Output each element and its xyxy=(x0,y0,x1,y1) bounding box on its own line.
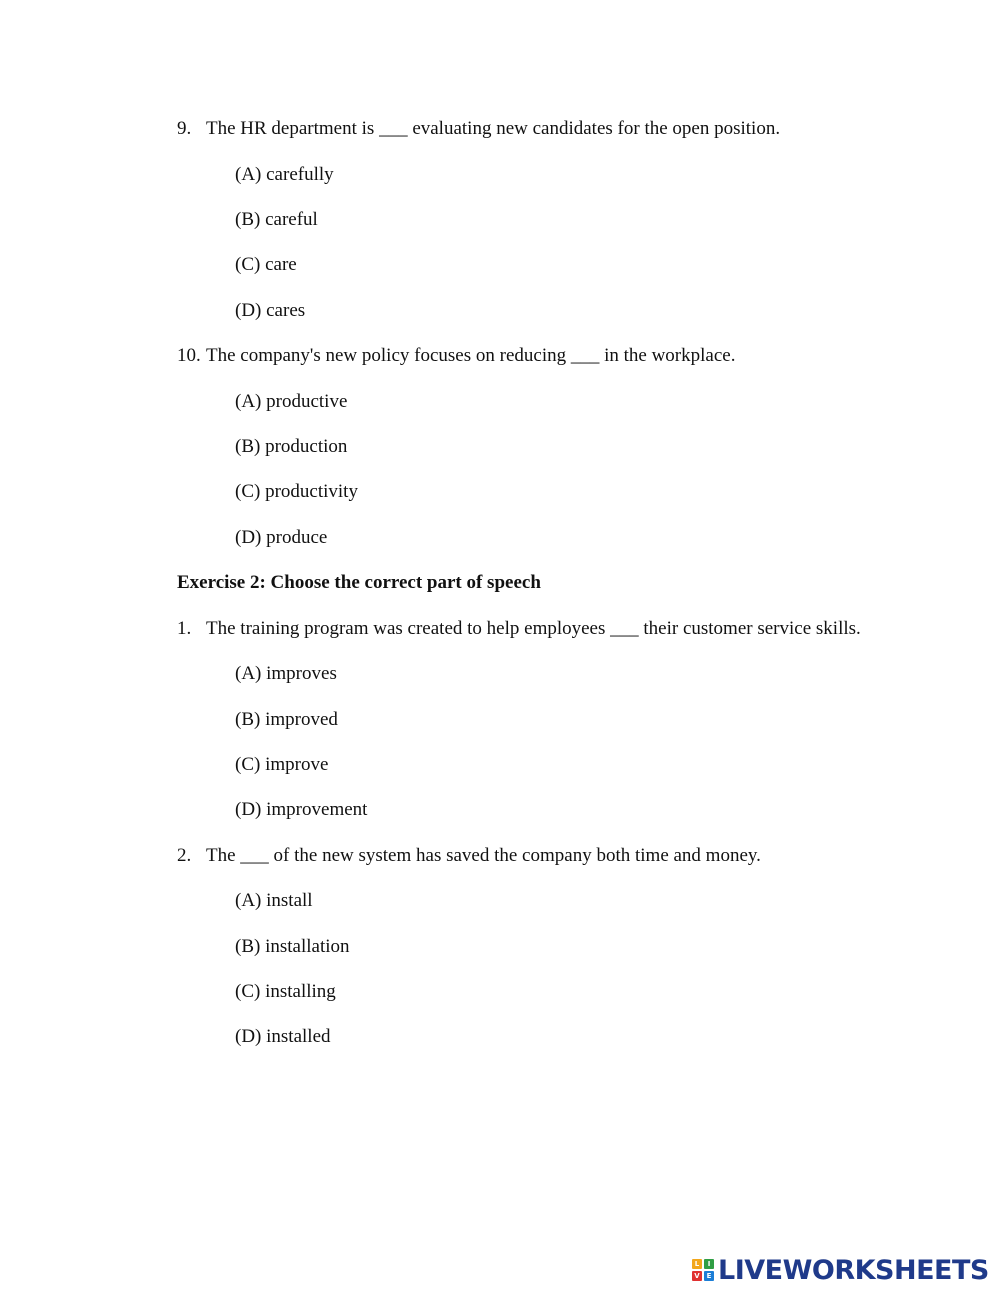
question-text: The training program was created to help employees ___ their customer service skills. xyxy=(206,618,861,639)
option-a[interactable]: (A) carefully xyxy=(235,164,334,185)
exercise-heading: Exercise 2: Choose the correct part of speech xyxy=(177,572,541,593)
question-number: 2. xyxy=(177,845,192,866)
option-b[interactable]: (B) installation xyxy=(235,936,350,957)
logo-mark-v: V xyxy=(692,1271,702,1281)
question-text: The company's new policy focuses on reducing ___ in the workplace. xyxy=(206,345,736,366)
option-a[interactable]: (A) productive xyxy=(235,391,348,412)
option-c[interactable]: (C) installing xyxy=(235,981,336,1002)
logo-mark-i: I xyxy=(704,1259,714,1269)
option-b[interactable]: (B) production xyxy=(235,436,348,457)
option-b[interactable]: (B) improved xyxy=(235,709,338,730)
liveworksheets-logo xyxy=(692,1255,989,1285)
question-number: 9. xyxy=(177,118,192,139)
option-a[interactable]: (A) improves xyxy=(235,663,337,684)
logo-mark-e: E xyxy=(704,1271,714,1281)
question-text: The HR department is ___ evaluating new candidates for the open position. xyxy=(206,118,781,139)
option-d[interactable]: (D) cares xyxy=(235,300,306,321)
logo-text: LIVEWORKSHEETS xyxy=(718,1254,989,1286)
logo-mark-l: L xyxy=(692,1259,702,1269)
option-a[interactable]: (A) install xyxy=(235,890,313,911)
question-number: 10. xyxy=(177,345,201,366)
option-c[interactable]: (C) care xyxy=(235,254,297,275)
option-c[interactable]: (C) productivity xyxy=(235,481,358,502)
option-c[interactable]: (C) improve xyxy=(235,754,329,775)
option-d[interactable]: (D) improvement xyxy=(235,799,368,820)
option-d[interactable]: (D) produce xyxy=(235,527,328,548)
question-text: The ___ of the new system has saved the company both time and money. xyxy=(206,845,761,866)
logo-mark-icon xyxy=(692,1259,714,1281)
question-number: 1. xyxy=(177,618,192,639)
option-b[interactable]: (B) careful xyxy=(235,209,318,230)
option-d[interactable]: (D) installed xyxy=(235,1026,331,1047)
